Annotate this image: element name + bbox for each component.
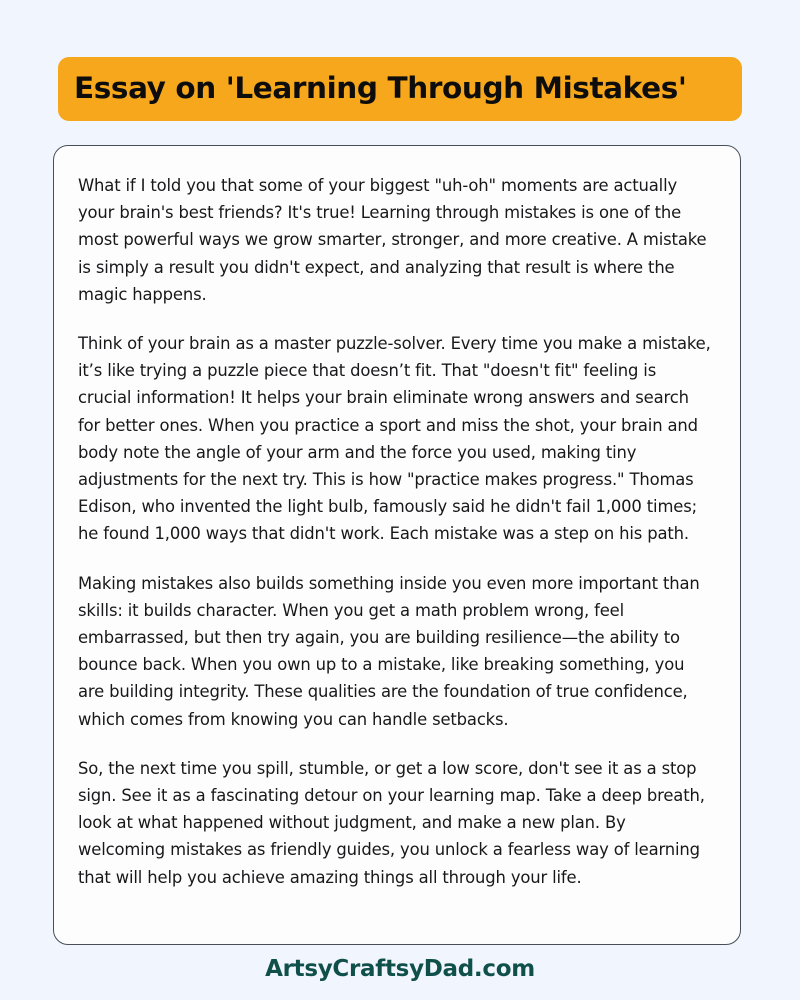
site-brand-footer: ArtsyCraftsyDad.com — [265, 956, 535, 982]
essay-body — [78, 172, 714, 891]
essay-content-card — [53, 145, 741, 945]
essay-paragraph-1: What if I told you that some of your biggest "uh-oh" moments are actually your brain's best friends? It's true! Learning through mistakes is one of the most powerful ways we grow smarter, stronger, and more creative. A mistake is simply a result you didn't expect, and analyzing that result is where the magic happens. — [78, 176, 707, 304]
essay-paragraph-2: Think of your brain as a master puzzle-solver. Every time you make a mistake, it’s like trying a puzzle piece that doesn’t fit. That "doesn't fit" feeling is crucial information! It helps your brain eliminate wrong answers and search for better ones. When you practice a sport and miss the shot, your brain and body note the angle of your arm and the force you used, making tiny adjustments for the next try. This is how "practice makes progress." Thomas Edison, who invented the light bulb, famously said he didn't fail 1,000 times; he found 1,000 ways that didn't work. Each mistake was a step on his path. — [78, 334, 711, 544]
essay-paragraph-4: So, the next time you spill, stumble, or get a low score, don't see it as a stop sign. See it as a fascinating detour on your learning map. Take a deep breath, look at what happened without judgment, and make a new plan. By welcoming mistakes as friendly guides, you unlock a fearless way of learning that will help you achieve amazing things all through your life. — [78, 758, 705, 887]
essay-paragraph-3: Making mistakes also builds something inside you even more important than skills: it builds character. When you get a math problem wrong, feel embarrassed, but then try again, you are building resilience—the ability to bounce back. When you own up to a mistake, like breaking something, you are building integrity. These qualities are the foundation of true confidence, which comes from knowing you can handle setbacks. — [78, 573, 700, 729]
essay-title-badge — [58, 57, 742, 121]
page-title: Essay on 'Learning Through Mistakes' — [74, 71, 687, 106]
